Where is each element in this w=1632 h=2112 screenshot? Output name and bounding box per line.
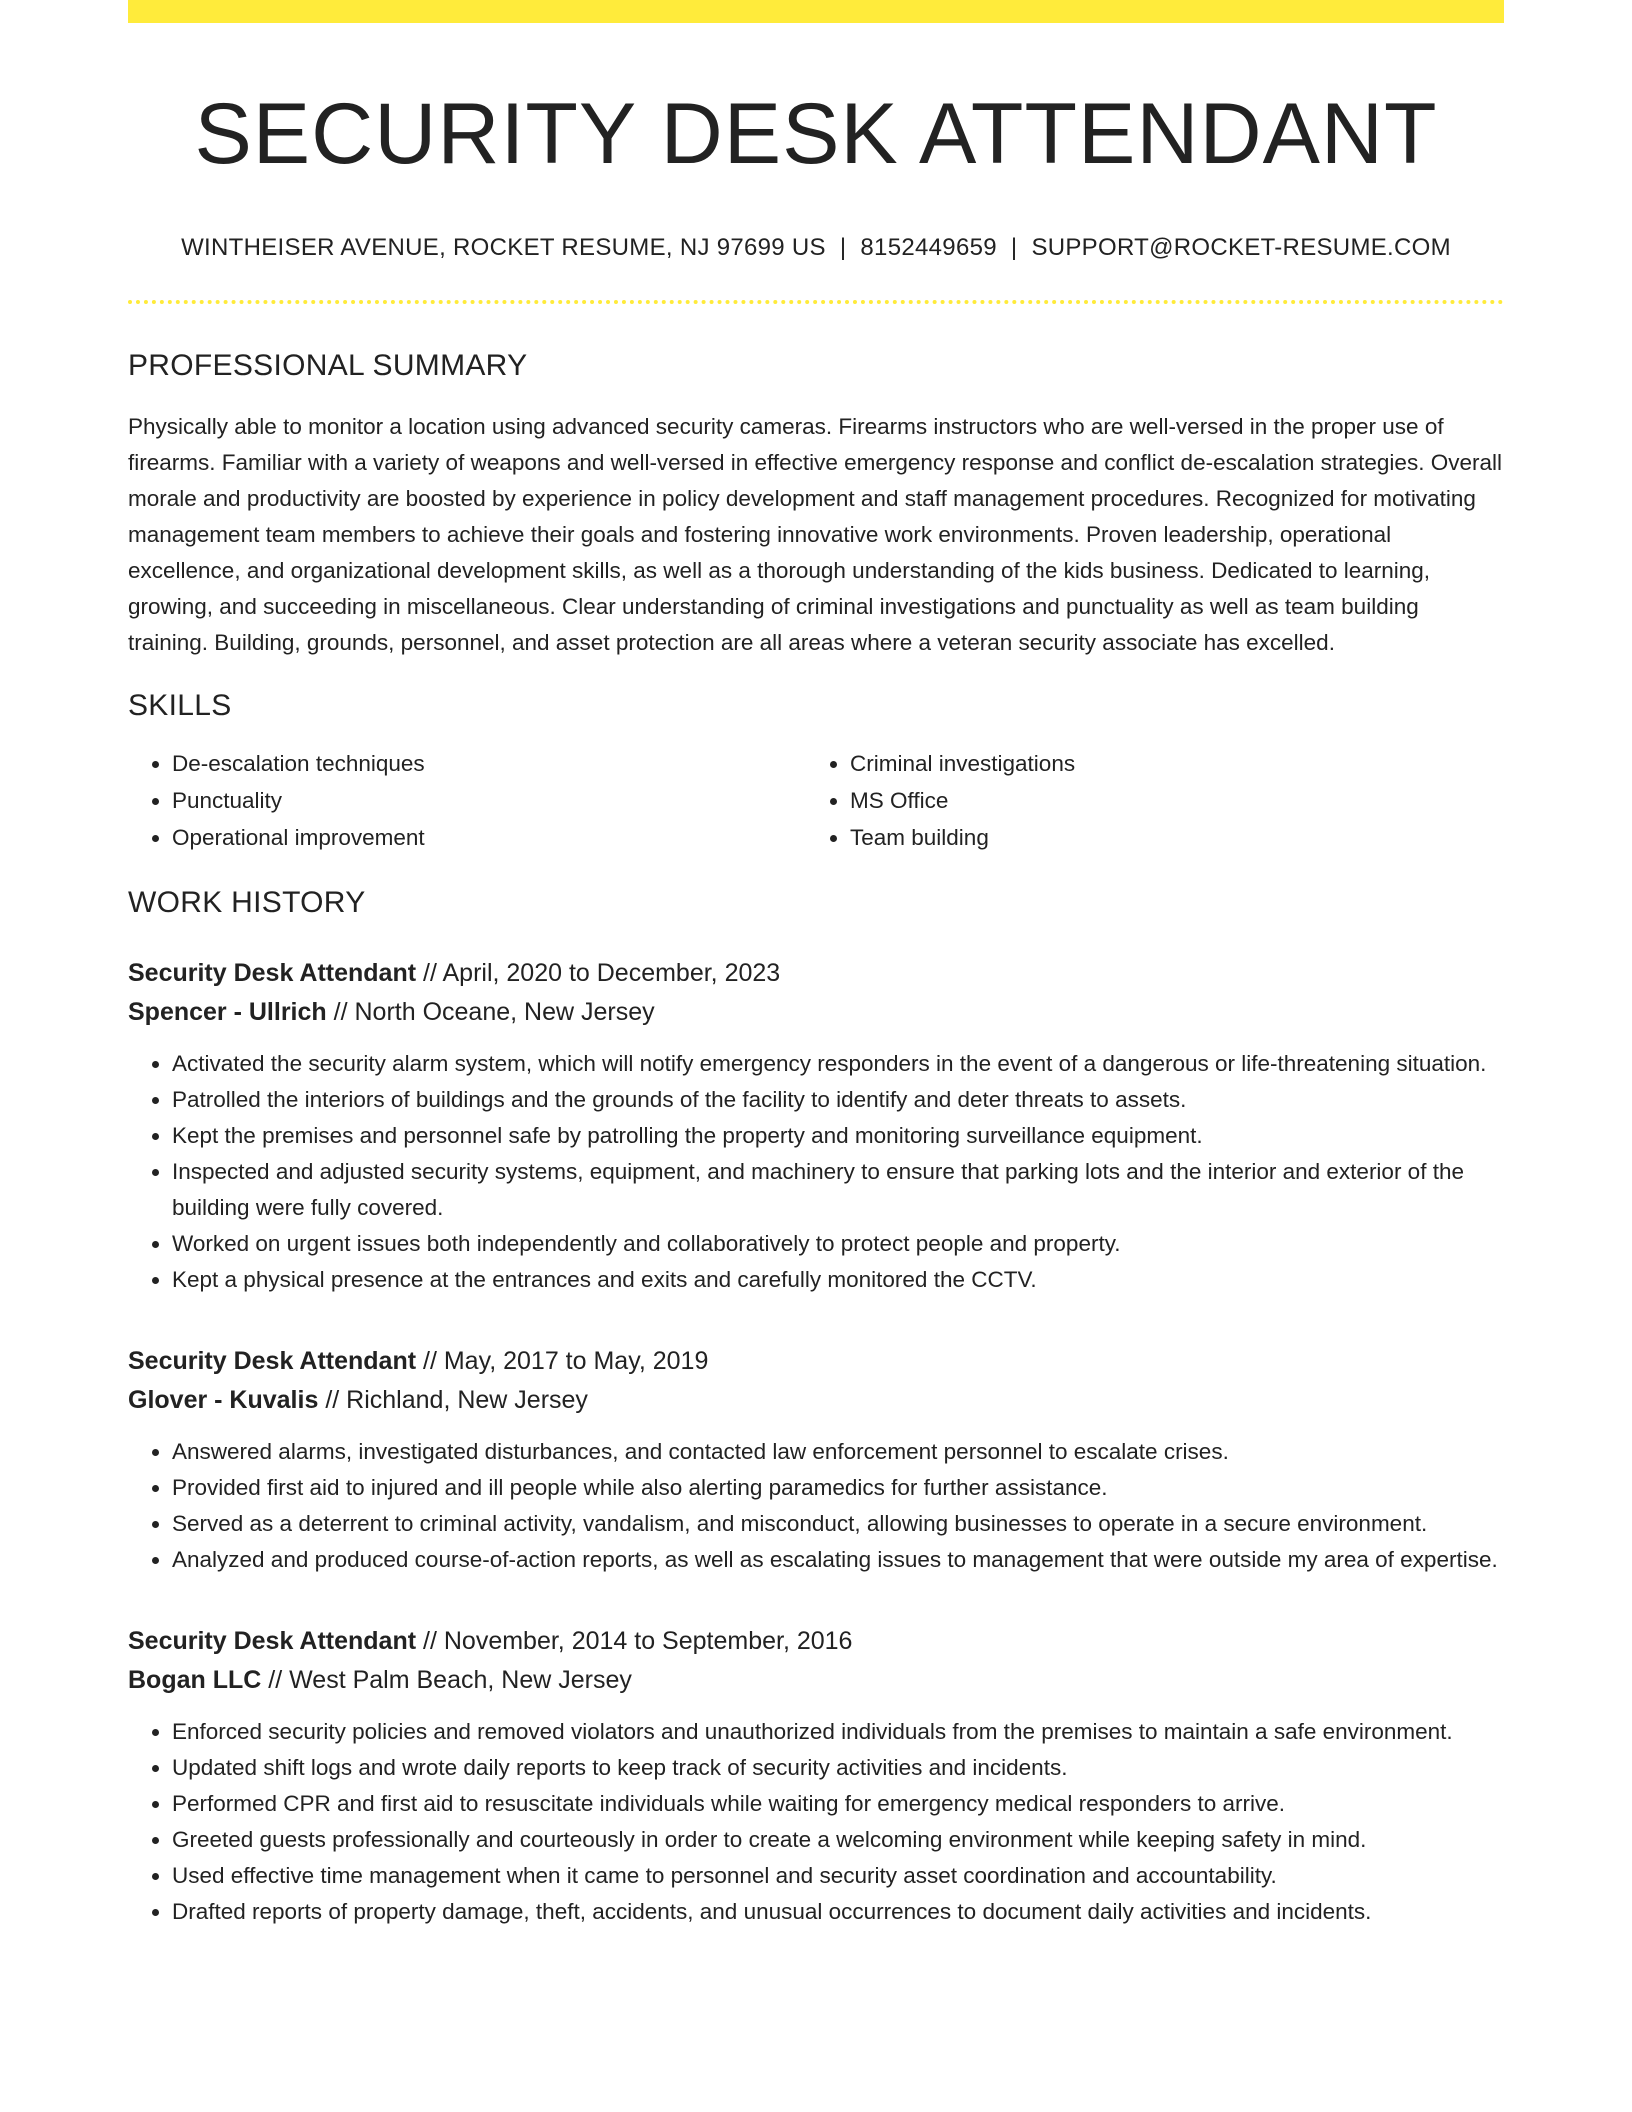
job-role-line <box>128 1342 1504 1381</box>
contact-line <box>128 234 1504 262</box>
duty-item: • Served as a deterrent to criminal activity, vandalism, and misconduct, allowing businesses to operate in a secure environment. <box>172 1506 1504 1542</box>
duty-item: • Kept a physical presence at the entrances and exits and carefully monitored the CCTV. <box>172 1262 1504 1298</box>
job-entry <box>128 954 1504 1298</box>
duty-item: • Answered alarms, investigated disturbances, and contacted law enforcement personnel to escalate crises. <box>172 1434 1504 1470</box>
duty-item: • Enforced security policies and removed violators and unauthorized individuals from the premises to maintain a safe environment. <box>172 1714 1504 1750</box>
duty-item: • Used effective time management when it came to personnel and security asset coordination and accountability. <box>172 1858 1504 1894</box>
job-company-line <box>128 1381 1504 1420</box>
duty-item: • Activated the security alarm system, which will notify emergency responders in the event of a dangerous or life-threatening situation. <box>172 1046 1504 1082</box>
duty-item: • Provided first aid to injured and ill people while also alerting paramedics for further assistance. <box>172 1470 1504 1506</box>
job-dates: May, 2017 to May, 2019 <box>443 1346 709 1375</box>
skills-column-left <box>128 745 806 856</box>
job-separator: // <box>268 1665 283 1694</box>
skill-item: • MS Office <box>850 782 1484 819</box>
section-title-work: WORK HISTORY <box>128 885 366 919</box>
duty-item: • Worked on urgent issues both independently and collaboratively to protect people and property. <box>172 1226 1504 1262</box>
skill-item: • Punctuality <box>172 782 806 819</box>
contact-address: WINTHEISER AVENUE, ROCKET RESUME, NJ 97699 US <box>181 233 826 261</box>
job-separator: // <box>423 1346 437 1375</box>
contact-phone: 8152449659 <box>860 233 997 261</box>
job-duties <box>128 1434 1504 1578</box>
job-company-line <box>128 1661 1504 1700</box>
job-company: Glover - Kuvalis <box>128 1385 319 1414</box>
duty-item: • Inspected and adjusted security systems, equipment, and machinery to ensure that parking lots and the interior and exterior of the building were fully covered. <box>172 1154 1504 1226</box>
resume-title: SECURITY DESK ATTENDANT <box>194 86 1438 182</box>
job-entry <box>128 1342 1504 1578</box>
skills-list <box>128 745 1504 856</box>
section-title-summary: PROFESSIONAL SUMMARY <box>128 348 528 382</box>
job-duties <box>128 1046 1504 1298</box>
section-title-skills: SKILLS <box>128 688 232 722</box>
job-role: Security Desk Attendant <box>128 958 417 987</box>
duty-item: • Patrolled the interiors of buildings and the grounds of the facility to identify and deter threats to assets. <box>172 1082 1504 1118</box>
job-dates: November, 2014 to September, 2016 <box>443 1626 853 1655</box>
resume-page <box>128 0 1504 1930</box>
job-role-line <box>128 1622 1504 1661</box>
contact-separator: | <box>1010 233 1018 261</box>
job-location: North Oceane, New Jersey <box>354 997 655 1026</box>
skill-item: • Team building <box>850 819 1484 856</box>
job-company-line <box>128 993 1504 1032</box>
duty-item: • Greeted guests professionally and courteously in order to create a welcoming environment while keeping safety in mind. <box>172 1822 1504 1858</box>
job-entry <box>128 1622 1504 1930</box>
contact-email[interactable]: SUPPORT@ROCKET-RESUME.COM <box>1031 233 1451 261</box>
accent-bar <box>128 0 1504 23</box>
job-duties <box>128 1714 1504 1930</box>
skill-item: • Operational improvement <box>172 819 806 856</box>
job-separator: // <box>325 1385 340 1414</box>
job-separator: // <box>333 997 348 1026</box>
job-location: West Palm Beach, New Jersey <box>289 1665 632 1694</box>
skill-item: • Criminal investigations <box>850 745 1484 782</box>
job-role: Security Desk Attendant <box>128 1626 417 1655</box>
dotted-divider <box>128 300 1504 304</box>
summary-text: Physically able to monitor a location using advanced security cameras. Firearms instructors who are well-versed in the proper use of firearms. Familiar with a variety of weapons and well-versed in effective emergency response and conflict de-escalation strategies. Overall morale and productivity are boosted by experience in policy development and staff management procedures. Recognized for motivating management team members to achieve their goals and fostering innovative work environments. Proven leadership, operational excellence, and organizational development skills, as well as a thorough understanding of the kids business. Dedicated to learning, growing, and succeeding in miscellaneous. Clear understanding of criminal investigations and punctuality as well as team building training. Building, grounds, personnel, and asset protection are all areas where a veteran security associate has excelled. <box>128 413 1502 655</box>
duty-item: • Kept the premises and personnel safe by patrolling the property and monitoring surveillance equipment. <box>172 1118 1504 1154</box>
job-company: Spencer - Ullrich <box>128 997 327 1026</box>
contact-separator: | <box>839 233 847 261</box>
job-dates: April, 2020 to December, 2023 <box>442 958 781 987</box>
duty-item: • Analyzed and produced course-of-action reports, as well as escalating issues to management that were outside my area of expertise. <box>172 1542 1504 1578</box>
job-location: Richland, New Jersey <box>346 1385 588 1414</box>
job-company: Bogan LLC <box>128 1665 262 1694</box>
skills-column-right <box>806 745 1484 856</box>
duty-item: • Performed CPR and first aid to resuscitate individuals while waiting for emergency medical responders to arrive. <box>172 1786 1504 1822</box>
job-role-line <box>128 954 1504 993</box>
job-separator: // <box>423 958 437 987</box>
duty-item: • Drafted reports of property damage, theft, accidents, and unusual occurrences to document daily activities and incidents. <box>172 1894 1504 1930</box>
job-role: Security Desk Attendant <box>128 1346 417 1375</box>
duty-item: • Updated shift logs and wrote daily reports to keep track of security activities and incidents. <box>172 1750 1504 1786</box>
skill-item: • De-escalation techniques <box>172 745 806 782</box>
job-separator: // <box>423 1626 437 1655</box>
